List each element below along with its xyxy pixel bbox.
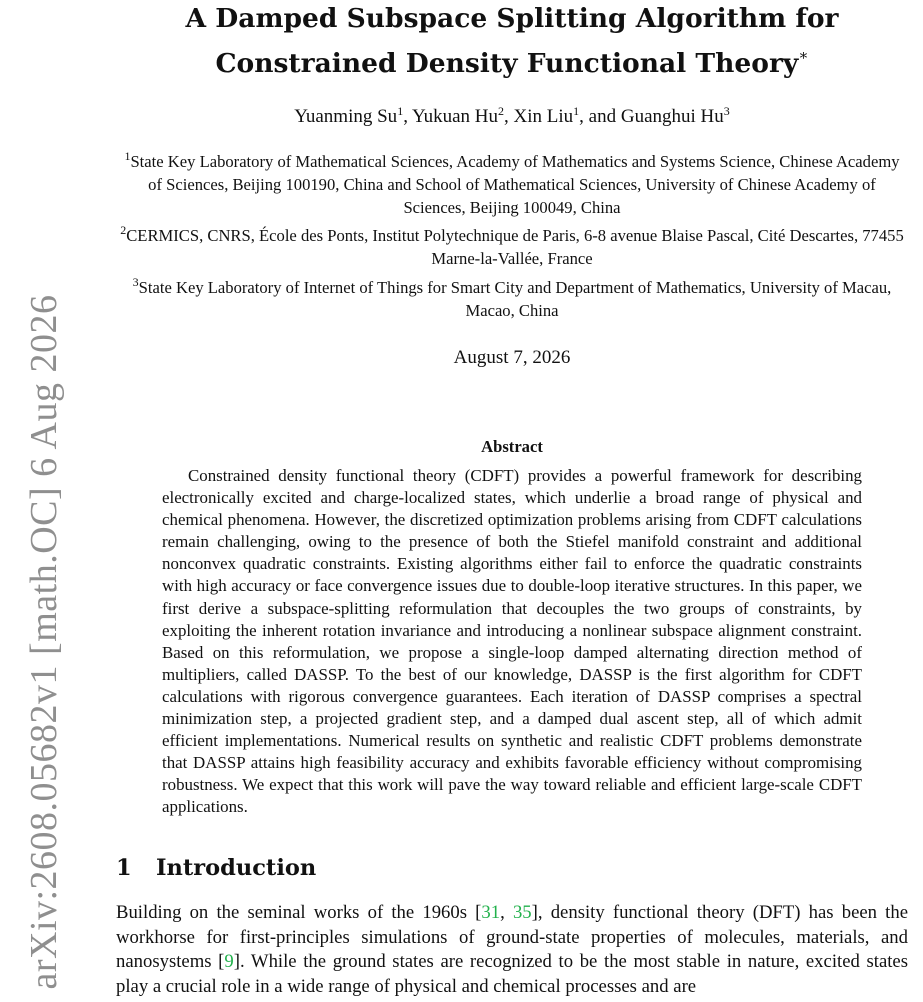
author-separator: , and — [579, 106, 621, 127]
introduction-paragraph — [116, 901, 908, 999]
author-list — [116, 98, 908, 130]
affiliation-2 — [116, 219, 908, 271]
section-heading-introduction — [116, 853, 316, 883]
affiliation-1 — [116, 145, 908, 219]
affiliation-list — [116, 145, 908, 323]
author-affiliation-mark: 1 — [397, 104, 404, 118]
citation-link[interactable]: 35 — [512, 902, 532, 923]
author-affiliation-mark: 2 — [498, 104, 505, 118]
author-name: Guanghui Hu — [620, 106, 724, 127]
author-affiliation-mark: 3 — [723, 104, 730, 118]
author-name: Yukuan Hu — [411, 106, 499, 127]
affiliation-3 — [116, 271, 908, 323]
intro-text: ]. While the ground states are recognized to be the most stable in nature, excited states play a crucial role in a wide range of physical and chemical processes and are — [116, 951, 908, 997]
author-separator: , — [504, 106, 514, 127]
affiliation-text: State Key Laboratory of Mathematical Sciences, Academy of Mathematics and Systems Science, Chinese Academy of Sciences, Beijing 100190, China and School of Mathematical Sciences, University of Chinese Academy of Sciences, Beijing 100049, China — [130, 152, 900, 217]
intro-text: Building on the seminal works of the 1960s [ — [116, 902, 482, 923]
title-line-1: A Damped Subspace Splitting Algorithm for — [185, 3, 839, 34]
author-affiliation-mark: 1 — [573, 104, 580, 118]
author-name: Yuanming Su — [294, 106, 398, 127]
author-separator: , — [403, 106, 412, 127]
affiliation-text: State Key Laboratory of Internet of Things for Smart City and Department of Mathematics, University of Macau, Macao, China — [138, 277, 892, 320]
author-name: Xin Liu — [513, 106, 574, 127]
intro-text: ], density functional theory (DFT) has been the workhorse for first-principles simulations of ground-state properties of molecules, materials, and nanosystems [ — [116, 902, 909, 972]
abstract-heading: Abstract — [481, 437, 543, 456]
intro-text: , — [500, 902, 513, 923]
abstract-text: Constrained density functional theory (CDFT) provides a powerful framework for describing electronically excited and charge-localized states, which underlie a broad range of physical and chemical phenomena. However, the discretized optimization problems arising from CDFT calculations remain challenging, owing to the presence of both the Stiefel manifold constraint and additional nonconvex quadratic constraints. Existing algorithms either fail to enforce the quadratic constraints with high accuracy or face convergence issues due to double-loop iterative structures. In this paper, we first derive a subspace-splitting reformulation that decouples the two groups of constraints, by exploiting the inherent rotation invariance and introducing a nonlinear subspace alignment constraint. Based on this reformulation, we propose a single-loop damped alternating direction method of multipliers, called DASSP. To the best of our knowledge, DASSP is the first algorithm for CDFT calculations with rigorous convergence guarantees. Each iteration of DASSP comprises a spectral minimization step, a projected gradient step, and a damped dual ascent step, all of which admit efficient implementations. Numerical results on synthetic and realistic CDFT problems demonstrate that DASSP attains high feasibility accuracy and exhibits favorable efficiency without compromising robustness. We expect that this work will pave the way toward reliable and efficient large-scale CDFT applications. — [162, 466, 862, 817]
title-line-2: Constrained Density Functional Theory — [215, 48, 799, 79]
paper-title — [116, 0, 908, 82]
citation-link[interactable]: 31 — [481, 902, 501, 923]
affiliation-mark: 1 — [124, 149, 131, 163]
affiliation-text: CERMICS, CNRS, École des Ponts, Institut Polytechnique de Paris, 6-8 avenue Blaise Pascal, Cité Descartes, 77455 Marne-la-Vallée, France — [126, 226, 904, 269]
arxiv-identifier-stamp: arXiv:2608.05682v1 [math.OC] 6 Aug 2026 — [23, 294, 65, 990]
section-number: 1 — [116, 855, 132, 881]
paper-date: August 7, 2026 — [453, 347, 571, 368]
affiliation-mark: 2 — [120, 223, 127, 238]
section-title: Introduction — [156, 855, 317, 881]
citation-link[interactable]: 9 — [224, 951, 234, 972]
affiliation-mark: 3 — [132, 274, 139, 289]
title-footnote-mark[interactable]: ∗ — [798, 46, 809, 64]
